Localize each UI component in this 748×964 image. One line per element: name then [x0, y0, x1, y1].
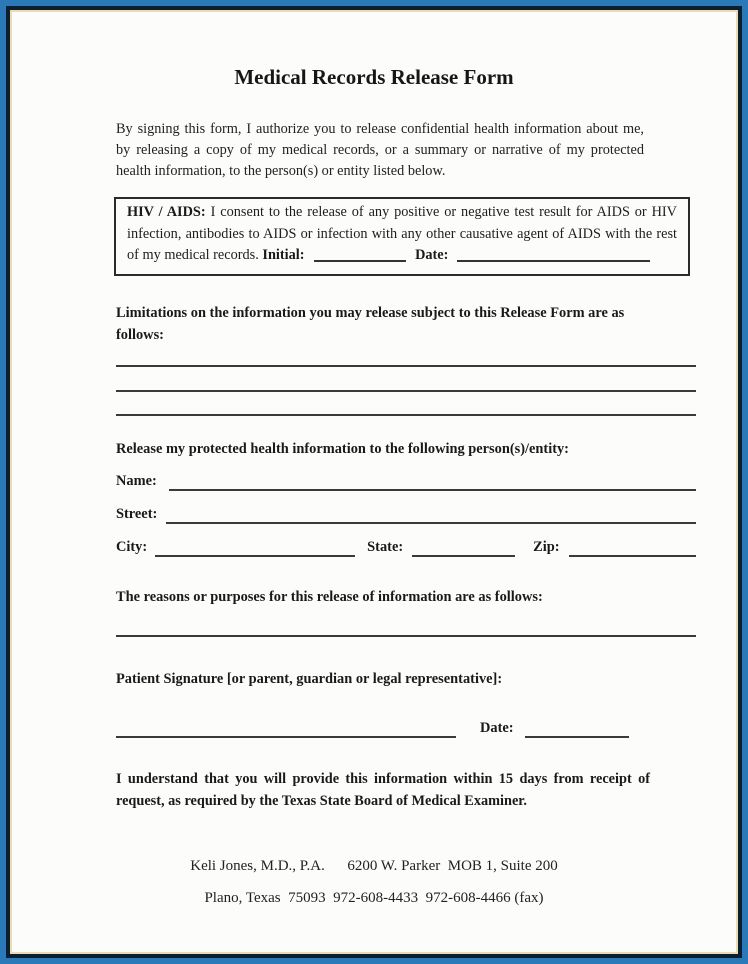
city-input-line[interactable] — [155, 550, 355, 557]
limitations-input-line-2[interactable] — [116, 390, 696, 392]
release-to-heading: Release my protected health information to the following person(s)/entity: — [116, 441, 569, 457]
intro-paragraph: By signing this form, I authorize you to release confidential health information about me, by releasing a copy of my medical records, or a summary or narrative of my protected health information, to the person(s) or entity listed below. — [116, 121, 644, 179]
hiv-date-label: Date: — [415, 247, 449, 263]
street-field-row — [116, 504, 696, 524]
city-label: City: — [116, 539, 148, 555]
hiv-aids-text: I consent to the release of any positive or negative test result for AIDS or HIV infection, antibodies to AIDS or infection with any other causative agent of AIDS with the rest of my medical records. — [127, 204, 677, 263]
name-input-line[interactable] — [169, 484, 696, 491]
limitations-input-line-1[interactable] — [116, 365, 696, 367]
hiv-date-input-line[interactable] — [457, 260, 650, 262]
hiv-aids-consent-box — [114, 197, 690, 276]
reasons-heading: The reasons or purposes for this release of information are as follows: — [116, 589, 543, 605]
form-sheet — [12, 12, 736, 952]
name-field-row — [116, 471, 696, 491]
patient-signature-heading: Patient Signature [or parent, guardian or legal representative]: — [116, 671, 503, 687]
footer-provider-line: Keli Jones, M.D., P.A. 6200 W. Parker MOB 1, Suite 200 — [190, 858, 558, 874]
hiv-initial-label: Initial: — [262, 247, 305, 263]
hiv-aids-label: HIV / AIDS: — [127, 204, 206, 220]
limitations-heading: Limitations on the information you may release subject to this Release Form are as follows: — [116, 305, 625, 343]
limitations-input-line-3[interactable] — [116, 414, 696, 416]
signature-input-line[interactable] — [116, 731, 456, 738]
page-title: Medical Records Release Form — [234, 65, 514, 89]
footer-contact-line: Plano, Texas 75093 972-608-4433 972-608-4466 (fax) — [204, 890, 544, 906]
city-state-zip-row — [116, 537, 696, 557]
signature-date-input-line[interactable] — [525, 731, 629, 738]
hiv-initial-input-line[interactable] — [314, 260, 406, 262]
name-label: Name: — [116, 473, 157, 489]
street-input-line[interactable] — [166, 517, 696, 524]
zip-label: Zip: — [533, 539, 560, 555]
signature-date-label: Date: — [480, 720, 514, 736]
compliance-statement: I understand that you will provide this information within 15 days from receipt of request, as required by the Texas State Board of Medical Examiner. — [116, 771, 650, 809]
zip-input-line[interactable] — [569, 550, 696, 557]
state-input-line[interactable] — [412, 550, 515, 557]
reasons-input-line[interactable] — [116, 635, 696, 637]
signature-date-row — [116, 718, 642, 738]
inner-frame-cream — [10, 10, 738, 954]
inner-frame-navy — [6, 6, 742, 958]
state-label: State: — [367, 539, 404, 555]
street-label: Street: — [116, 506, 158, 522]
